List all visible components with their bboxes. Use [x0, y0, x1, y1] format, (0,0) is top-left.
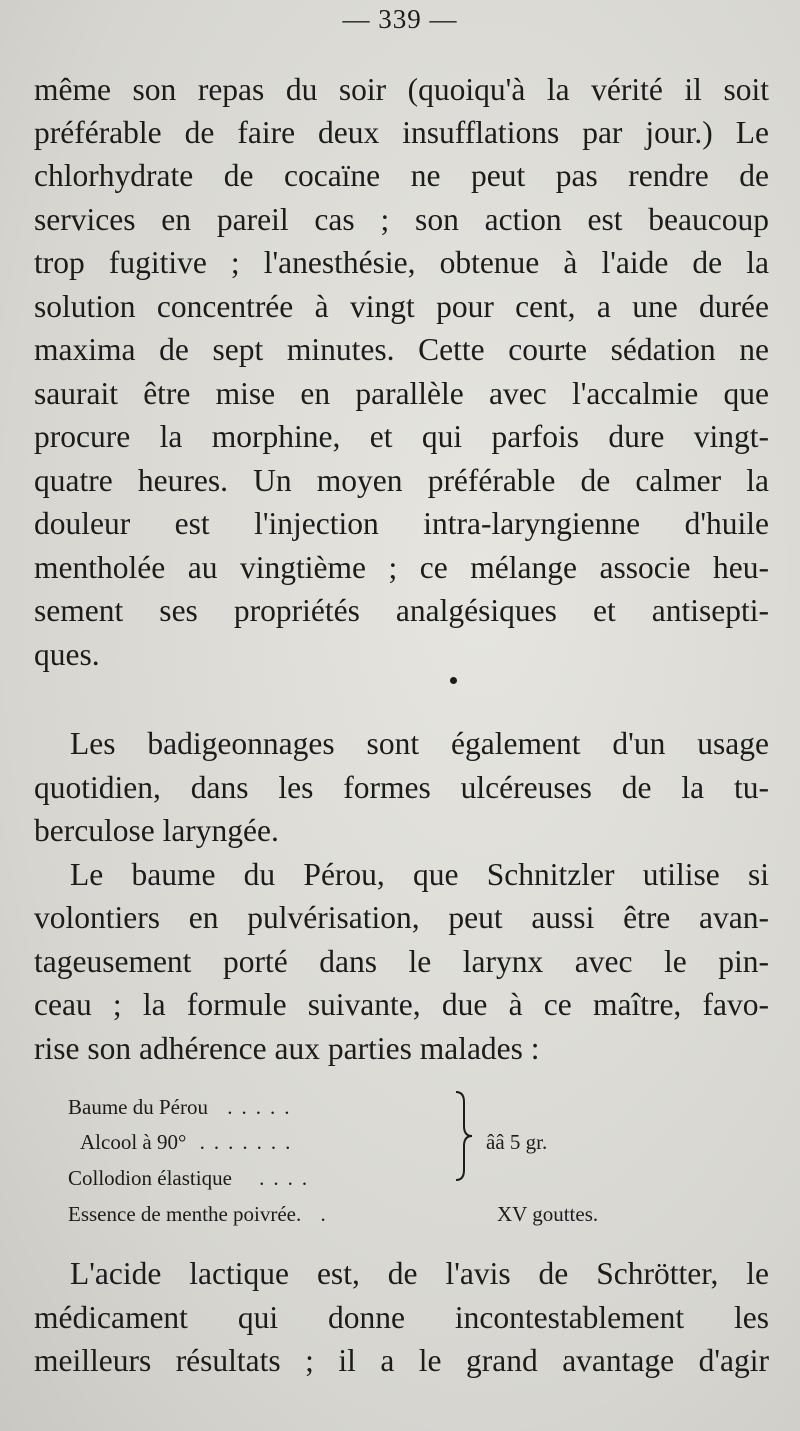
shared-quantity: ââ 5 gr. — [486, 1130, 548, 1154]
curly-brace-icon — [452, 1090, 476, 1182]
text-line: L'acide lactique est, de l'avis de Schrötter, le — [70, 1256, 769, 1291]
formula-ingredient: Essence de menthe poivrée. — [68, 1202, 302, 1226]
leader-dots: .... — [259, 1166, 317, 1190]
text-line: Le baume du Pérou, que Schnitzler utilise si — [70, 857, 769, 892]
text-line: quotidien, dans les formes ulcéreuses de la tu- — [34, 770, 769, 805]
text-line: saurait être mise en parallèle avec l'accalmie que — [34, 376, 769, 411]
formula-ingredient: Collodion élastique — [68, 1166, 232, 1190]
text-line: ceau ; la formule suivante, due à ce maître, favo- — [34, 987, 769, 1022]
formula-item — [68, 1199, 335, 1229]
text-line: meilleurs résultats ; il a le grand avantage d'agir — [34, 1343, 769, 1378]
text-line: maxima de sept minutes. Cette courte sédation ne — [34, 332, 769, 367]
last-quantity: XV gouttes. — [497, 1202, 599, 1226]
text-line: trop fugitive ; l'anesthésie, obtenue à l'aide de la — [34, 245, 769, 280]
text-line: services en pareil cas ; son action est beaucoup — [34, 202, 769, 237]
formula-item — [80, 1127, 299, 1157]
text-line: préférable de faire deux insufflations par jour.) Le — [34, 115, 769, 150]
text-line: chlorhydrate de cocaïne ne peut pas rendre de — [34, 158, 769, 193]
text-line: même son repas du soir (quoiqu'à la vérité il soit — [34, 72, 769, 107]
leader-dots: . — [320, 1202, 335, 1226]
formula-ingredient: Baume du Pérou — [68, 1095, 208, 1119]
text-line: volontiers en pulvérisation, peut aussi être avan- — [34, 900, 769, 935]
text-line: Les badigeonnages sont également d'un usage — [70, 726, 769, 761]
text-line: douleur est l'injection intra-laryngienne d'huile — [34, 506, 769, 541]
text-line: solution concentrée à vingt pour cent, a une durée — [34, 289, 769, 324]
text-line: ques. — [34, 637, 100, 672]
text-line: procure la morphine, et qui parfois dure vingt- — [34, 419, 769, 454]
text-line: berculose laryngée. — [34, 813, 279, 848]
leader-dots: ....... — [199, 1130, 300, 1154]
text-line: mentholée au vingtième ; ce mélange associe heu- — [34, 550, 769, 585]
page-number: — 339 — — [342, 4, 458, 34]
text-line: rise son adhérence aux parties malades : — [34, 1031, 540, 1066]
formula-item — [68, 1092, 298, 1122]
text-line: tageusement porté dans le larynx avec le pin- — [34, 944, 769, 979]
formula-ingredient: Alcool à 90° — [80, 1130, 187, 1154]
text-line: quatre heures. Un moyen préférable de calmer la — [34, 463, 769, 498]
text-line: sement ses propriétés analgésiques et antisepti- — [34, 593, 769, 628]
leader-dots: ..... — [227, 1095, 299, 1119]
text-line: médicament qui donne incontestablement les — [34, 1300, 769, 1335]
section-separator-dot — [450, 677, 457, 684]
formula-item — [68, 1163, 316, 1193]
